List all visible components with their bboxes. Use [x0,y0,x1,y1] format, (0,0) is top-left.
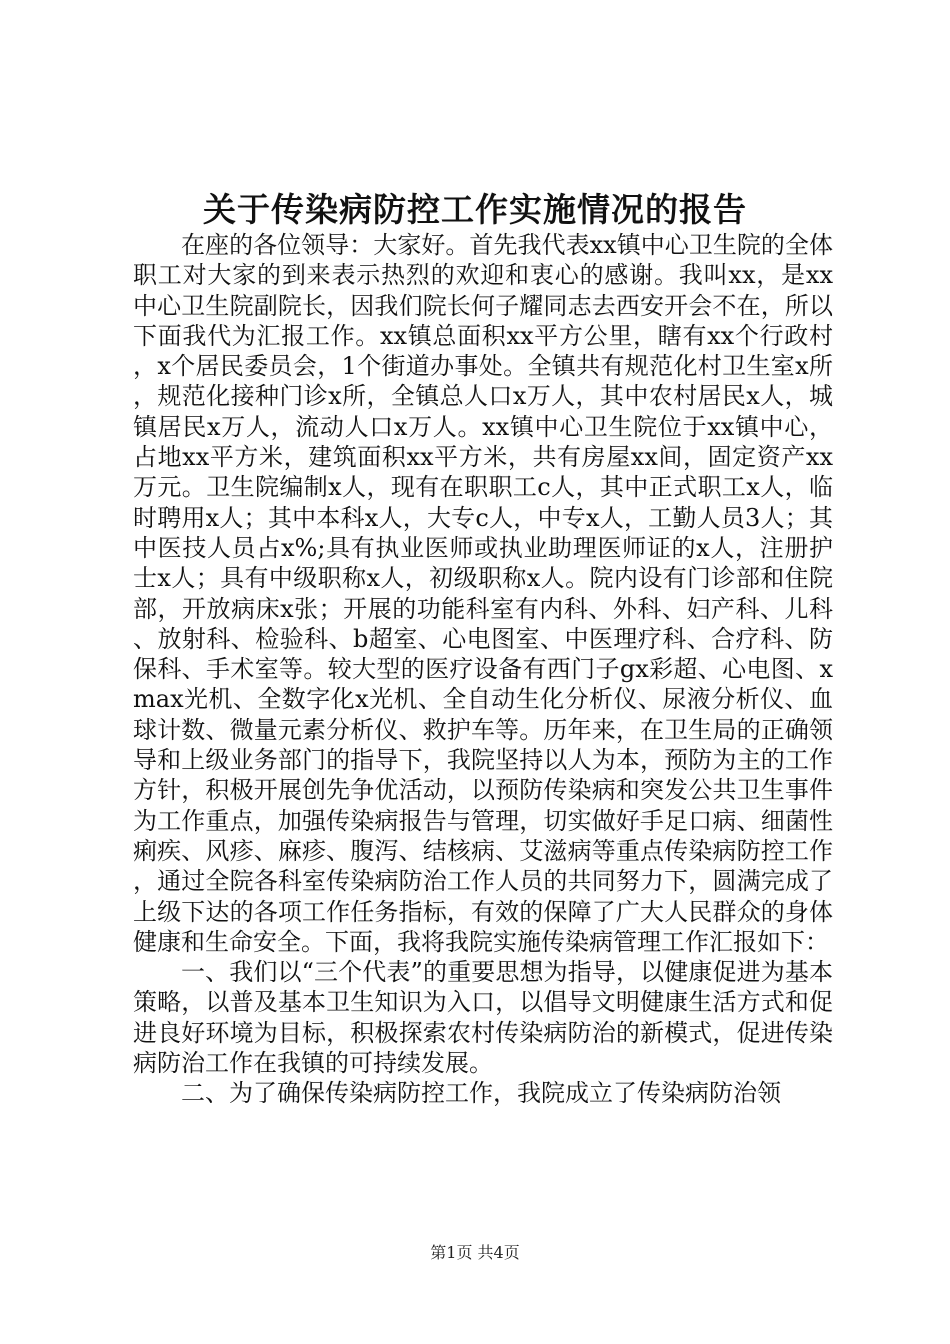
paragraph-section-one: 一、我们以“三个代表”的重要思想为指导，以健康促进为基本策略，以普及基本卫生知识为入口，以倡导文明健康生活方式和促进良好环境为目标，积极探索农村传染病防治的新模式，促进传染病防治工作在我镇的可持续发展。 [133,958,833,1078]
paragraph-intro: 在座的各位领导：大家好。首先我代表xx镇中心卫生院的全体职工对大家的到来表示热烈的欢迎和衷心的感谢。我叫xx，是xx中心卫生院副院长，因我们院长何子耀同志去西安开会不在，所以下面我代为汇报工作。xx镇总面积xx平方公里，瞎有xx个行政村，x个居民委员会，1个街道办事处。全镇共有规范化村卫生室x所，规范化接种门诊x所，全镇总人口x万人，其中农村居民x人，城镇居民x万人，流动人口x万人。xx镇中心卫生院位于xx镇中心，占地xx平方米，建筑面积xx平方米，共有房屋xx间，固定资产xx万元。卫生院编制x人，现有在职职工c人，其中正式职工x人，临时聘用x人；其中本科x人，大专c人，中专x人，工勤人员3人；其中医技人员占x%;具有执业医师或执业助理医师证的x人，注册护士x人；具有中级职称x人，初级职称x人。院内设有门诊部和住院部，开放病床x张；开展的功能科室有内科、外科、妇产科、儿科、放射科、检验科、b超室、心电图室、中医理疗科、合疗科、防保科、手术室等。较大型的医疗设备有西门子gx彩超、心电图、xmax光机、全数字化x光机、全自动生化分析仪、尿液分析仪、血球计数、微量元素分析仪、救护车等。历年来，在卫生局的正确领导和上级业务部门的指导下，我院坚持以人为本，预防为主的工作方针，积极开展创先争优活动，以预防传染病和突发公共卫生事件为工作重点，加强传染病报告与管理，切实做好手足口病、细菌性痢疾、风疹、麻疹、腹泻、结核病、艾滋病等重点传染病防控工作，通过全院各科室传染病防治工作人员的共同努力下，圆满完成了上级下达的各项工作任务指标，有效的保障了广大人民群众的身体健康和生命安全。下面，我将我院实施传染病管理工作汇报如下： [133,231,833,956]
document-title: 关于传染病防控工作实施情况的报告 [203,190,747,229]
paragraph-section-two: 二、为了确保传染病防控工作，我院成立了传染病防治领 [181,1079,781,1108]
page-number-footer: 第1页 共4页 [430,1243,520,1262]
document-body [133,230,833,1109]
